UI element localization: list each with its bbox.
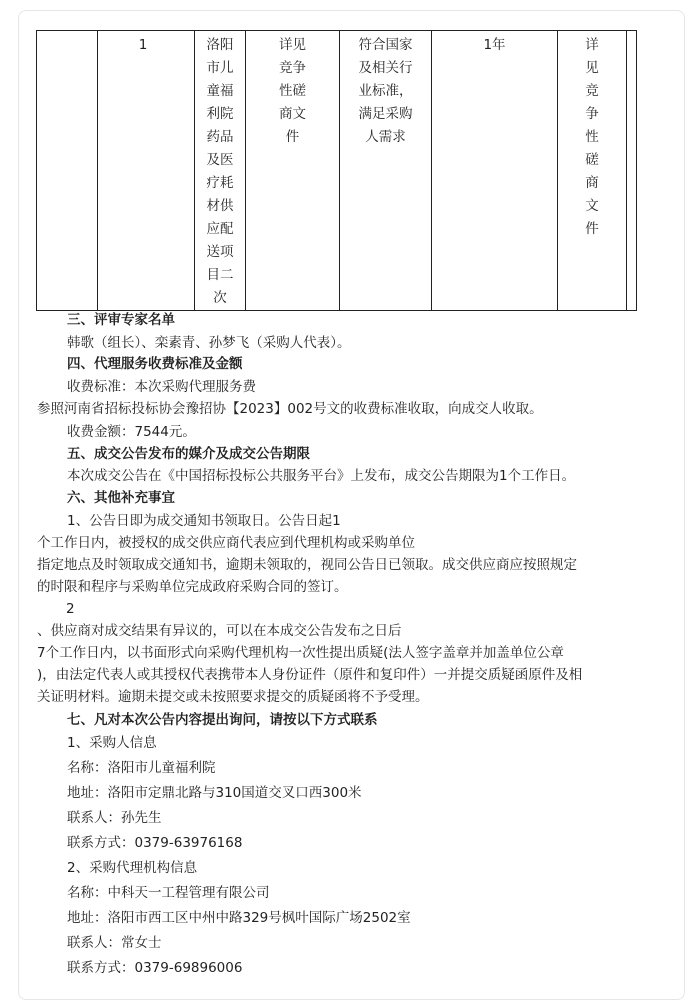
table-cell-remark <box>558 31 627 311</box>
media-text: 本次成交公告在《中国招标投标公共服务平台》上发布，成交公告期限为1个工作日。 <box>67 468 576 484</box>
fees-amount: 收费金额：7544元。 <box>67 424 196 440</box>
agent-contact-person: 联系人：常女士 <box>67 935 162 951</box>
fees-standard-cont: 参照河南省招标投标协会豫招协【2023】002号文的收费标准收取，向成交人收取。 <box>37 401 543 417</box>
buyer-contact-person: 联系人：孙先生 <box>67 810 162 826</box>
table-row <box>37 31 637 311</box>
procurement-table <box>36 30 637 311</box>
buyer-name: 名称：洛阳市儿童福利院 <box>67 760 216 776</box>
remark-text: 详见竞争性磋商文件 <box>585 37 599 237</box>
other-p1-line4: 的时限和程序与采购单位完成政府采购合同的签订。 <box>37 579 348 595</box>
other-p1-line2: 个工作日内，被授权的成交供应商代表应到代理机构或采购单位 <box>37 535 415 551</box>
other-p2-line1: 、供应商对成交结果有异议的，可以在本成交公告发布之日后 <box>37 623 402 639</box>
other-p1-line3: 指定地点及时领取成交通知书，逾期未领取的，视同公告日已领取。成交供应商应按照规定 <box>37 557 577 573</box>
other-p2-line3: )，由法定代表人或其授权代表携带本人身份证件（原件和复印件）一并提交质疑函原件及相 <box>37 667 583 683</box>
agent-phone: 联系方式：0379-69896006 <box>67 960 243 976</box>
contact-heading: 七、凡对本次公告内容提出询问，请按以下方式联系 <box>67 712 378 728</box>
buyer-title: 1、采购人信息 <box>67 735 157 751</box>
table-cell-extra <box>627 31 637 311</box>
media-heading: 五、成交公告发布的媒介及成交公告期限 <box>67 446 310 462</box>
fees-heading: 四、代理服务收费标准及金额 <box>67 356 243 372</box>
agent-address: 地址：洛阳市西工区中州中路329号枫叶国际广场2502室 <box>67 910 411 926</box>
buyer-phone: 联系方式：0379-63976168 <box>67 835 243 851</box>
project-name-text: 洛阳市儿童福利院药品及医疗耗材供应配送项目二次 <box>206 37 234 306</box>
table-cell-package: 1 <box>98 31 195 311</box>
standard-text: 符合国家及相关行业标准，满足采购人需求 <box>358 37 413 145</box>
table-cell-standard <box>340 31 432 311</box>
agent-title: 2、采购代理机构信息 <box>67 860 198 876</box>
table-cell-index <box>37 31 98 311</box>
table-cell-content <box>246 31 340 311</box>
other-heading: 六、其他补充事宜 <box>67 490 175 506</box>
fees-standard: 收费标准：本次采购代理服务费 <box>67 379 256 395</box>
agent-name: 名称：中科天一工程管理有限公司 <box>67 885 270 901</box>
other-p2-line4: 关证明材料。逾期未提交或未按照要求提交的质疑函将不予受理。 <box>37 689 429 705</box>
experts-heading: 三、评审专家名单 <box>67 312 175 328</box>
other-p1-line1: 1、公告日即为成交通知书领取日。公告日起1 <box>67 513 341 529</box>
experts-list: 韩歌（组长）、栾素青、孙梦飞（采购人代表）。 <box>67 335 351 351</box>
other-p2-line2: 7个工作日内，以书面形式向采购代理机构一次性提出质疑(法人签字盖章并加盖单位公章 <box>37 645 564 661</box>
buyer-address: 地址：洛阳市定鼎北路与310国道交叉口西300米 <box>67 785 362 801</box>
table-cell-project-name <box>195 31 246 311</box>
other-p2-number: 2 <box>66 601 75 617</box>
content-text: 详见竞争性磋商文件 <box>279 37 306 145</box>
table-cell-period: 1年 <box>432 31 558 311</box>
